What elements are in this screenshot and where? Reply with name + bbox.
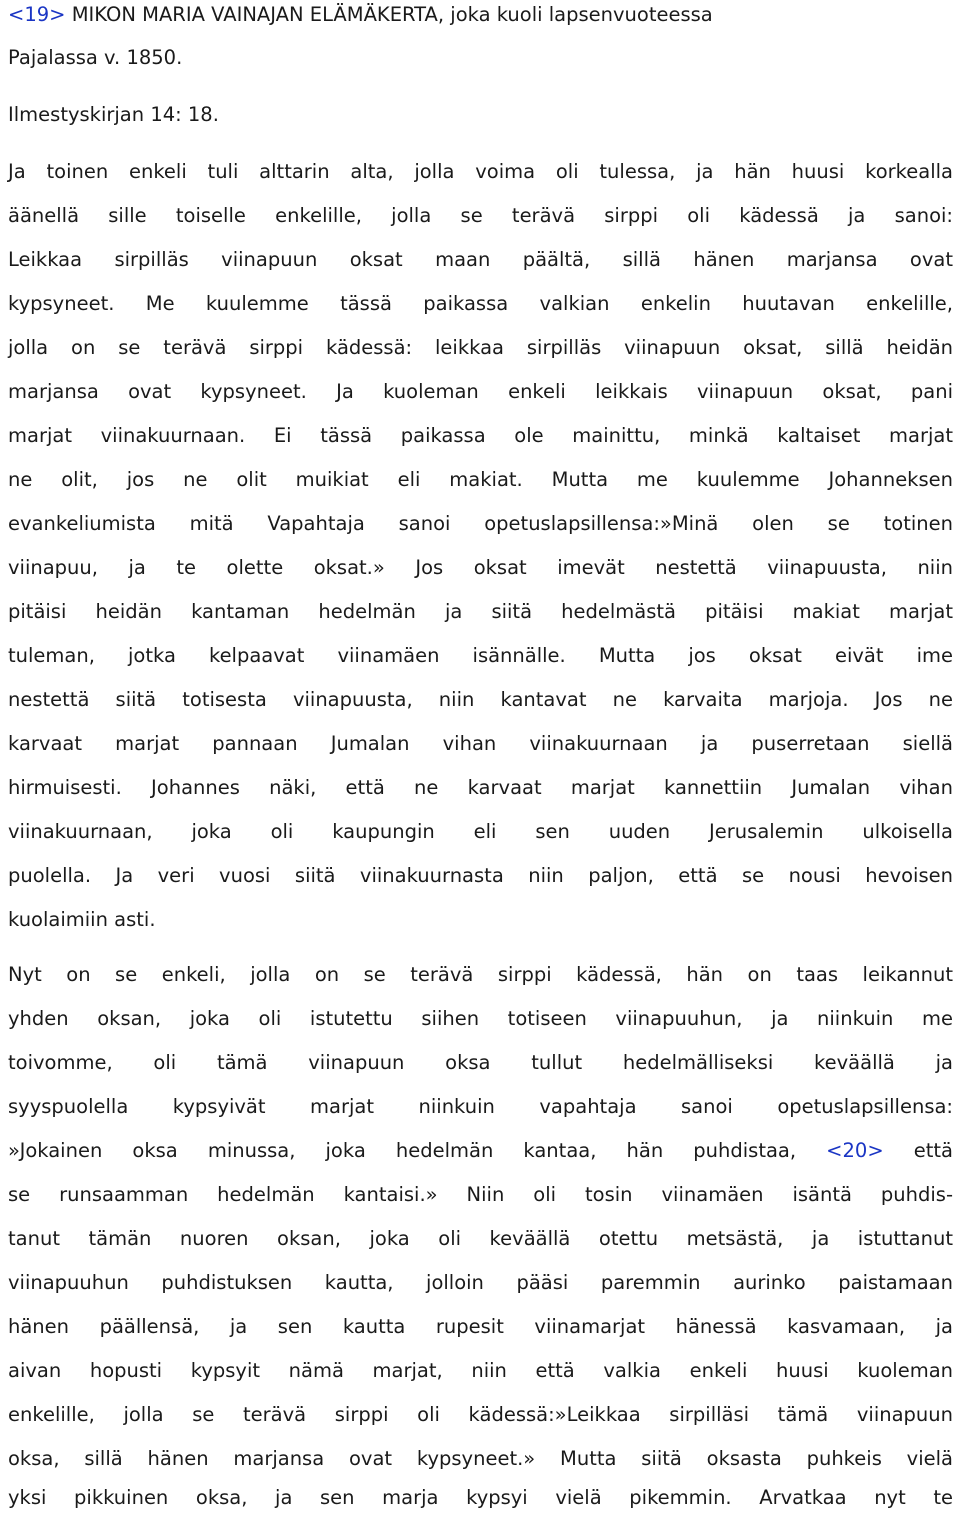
paragraph-line: ne olit, jos ne olit muikiat eli makiat. Mutta me kuulemme Johanneksen: [8, 468, 953, 491]
paragraph-line: Ja toinen enkeli tuli alttarin alta, jolla voima oli tulessa, ja hän huusi korkealla: [8, 160, 953, 183]
paragraph-line: Nyt on se enkeli, jolla on se terävä sirppi kädessä, hän on taas leikannut: [8, 963, 953, 986]
paragraph-line: viinapuu, ja te olette oksat.» Jos oksat imevät nestettä viinapuusta, niin: [8, 556, 953, 579]
header-line-2: Pajalassa v. 1850.: [8, 46, 183, 69]
paragraph-line: nestettä siitä totisesta viinapuusta, niin kantavat ne karvaita marjoja. Jos ne: [8, 688, 953, 711]
paragraph-line: karvaat marjat pannaan Jumalan vihan viinakuurnaan ja puserretaan siellä: [8, 732, 953, 755]
paragraph-line: viinakuurnaan, joka oli kaupungin eli sen uuden Jerusalemin ulkoisella: [8, 820, 953, 843]
paragraph-line: pitäisi heidän kantaman hedelmän ja siitä hedelmästä pitäisi makiat marjat: [8, 600, 953, 623]
paragraph-line: syyspuolella kypsyivät marjat niinkuin vapahtaja sanoi opetuslapsillensa:: [8, 1095, 953, 1118]
paragraph-line: yksi pikkuinen oksa, ja sen marja kypsyi vielä pikemmin. Arvatkaa nyt te: [8, 1486, 953, 1509]
paragraph-line: tuleman, jotka kelpaavat viinamäen isännälle. Mutta jos oksat eivät ime: [8, 644, 953, 667]
paragraph-line: se runsaamman hedelmän kantaisi.» Niin oli tosin viinamäen isäntä puhdis-: [8, 1183, 953, 1206]
line-text-before-ref: »Jokainen oksa minussa, joka hedelmän kantaa, hän puhdistaa,: [8, 1139, 827, 1162]
paragraph-line: hirmuisesti. Johannes näki, että ne karvaat marjat kannettiin Jumalan vihan: [8, 776, 953, 799]
page-ref-link[interactable]: <19>: [8, 3, 66, 26]
paragraph-line: puolella. Ja veri vuosi siitä viinakuurnasta niin paljon, että se nousi hevoisen: [8, 864, 953, 887]
paragraph-line: toivomme, oli tämä viinapuun oksa tullut hedelmälliseksi keväällä ja: [8, 1051, 953, 1074]
scripture-reference: Ilmestyskirjan 14: 18.: [8, 103, 219, 126]
paragraph-line-with-ref: [8, 1136, 953, 1166]
header-line-1: [8, 0, 953, 30]
paragraph-line: Leikkaa sirpilläs viinapuun oksat maan päältä, sillä hänen marjansa ovat: [8, 248, 953, 271]
paragraph-line: yhden oksan, joka oli istutettu siihen totiseen viinapuuhun, ja niinkuin me: [8, 1007, 953, 1030]
line-text-after-ref: että: [883, 1139, 954, 1162]
paragraph-line: viinapuuhun puhdistuksen kautta, jolloin pääsi paremmin aurinko paistamaan: [8, 1271, 953, 1294]
paragraph-line: oksa, sillä hänen marjansa ovat kypsyneet.» Mutta siitä oksasta puhkeis vielä: [8, 1447, 953, 1470]
paragraph-line: kypsyneet. Me kuulemme tässä paikassa valkian enkelin huutavan enkelille,: [8, 292, 953, 315]
paragraph-line: äänellä sille toiselle enkelille, jolla se terävä sirppi oli kädessä ja sanoi:: [8, 204, 953, 227]
paragraph-line: marjat viinakuurnaan. Ei tässä paikassa ole mainittu, minkä kaltaiset marjat: [8, 424, 953, 447]
paragraph-line: aivan hopusti kypsyit nämä marjat, niin että valkia enkeli huusi kuoleman: [8, 1359, 953, 1382]
page-ref-link[interactable]: <20>: [826, 1139, 884, 1162]
paragraph-line-last: kuolaimiin asti.: [8, 908, 156, 931]
paragraph-line: tanut tämän nuoren oksan, joka oli keväällä otettu metsästä, ja istuttanut: [8, 1227, 953, 1250]
document-title: MIKON MARIA VAINAJAN ELÄMÄKERTA, joka kuoli lapsenvuoteessa: [65, 3, 713, 26]
paragraph-line: hänen päällensä, ja sen kautta rupesit viinamarjat hänessä kasvamaan, ja: [8, 1315, 953, 1338]
paragraph-line: jolla on se terävä sirppi kädessä: leikkaa sirpilläs viinapuun oksat, sillä heidän: [8, 336, 953, 359]
paragraph-line: enkelille, jolla se terävä sirppi oli kädessä:»Leikkaa sirpilläsi tämä viinapuun: [8, 1403, 953, 1426]
paragraph-line: evankeliumista mitä Vapahtaja sanoi opetuslapsillensa:»Minä olen se totinen: [8, 512, 953, 535]
paragraph-line: marjansa ovat kypsyneet. Ja kuoleman enkeli leikkais viinapuun oksat, pani: [8, 380, 953, 403]
